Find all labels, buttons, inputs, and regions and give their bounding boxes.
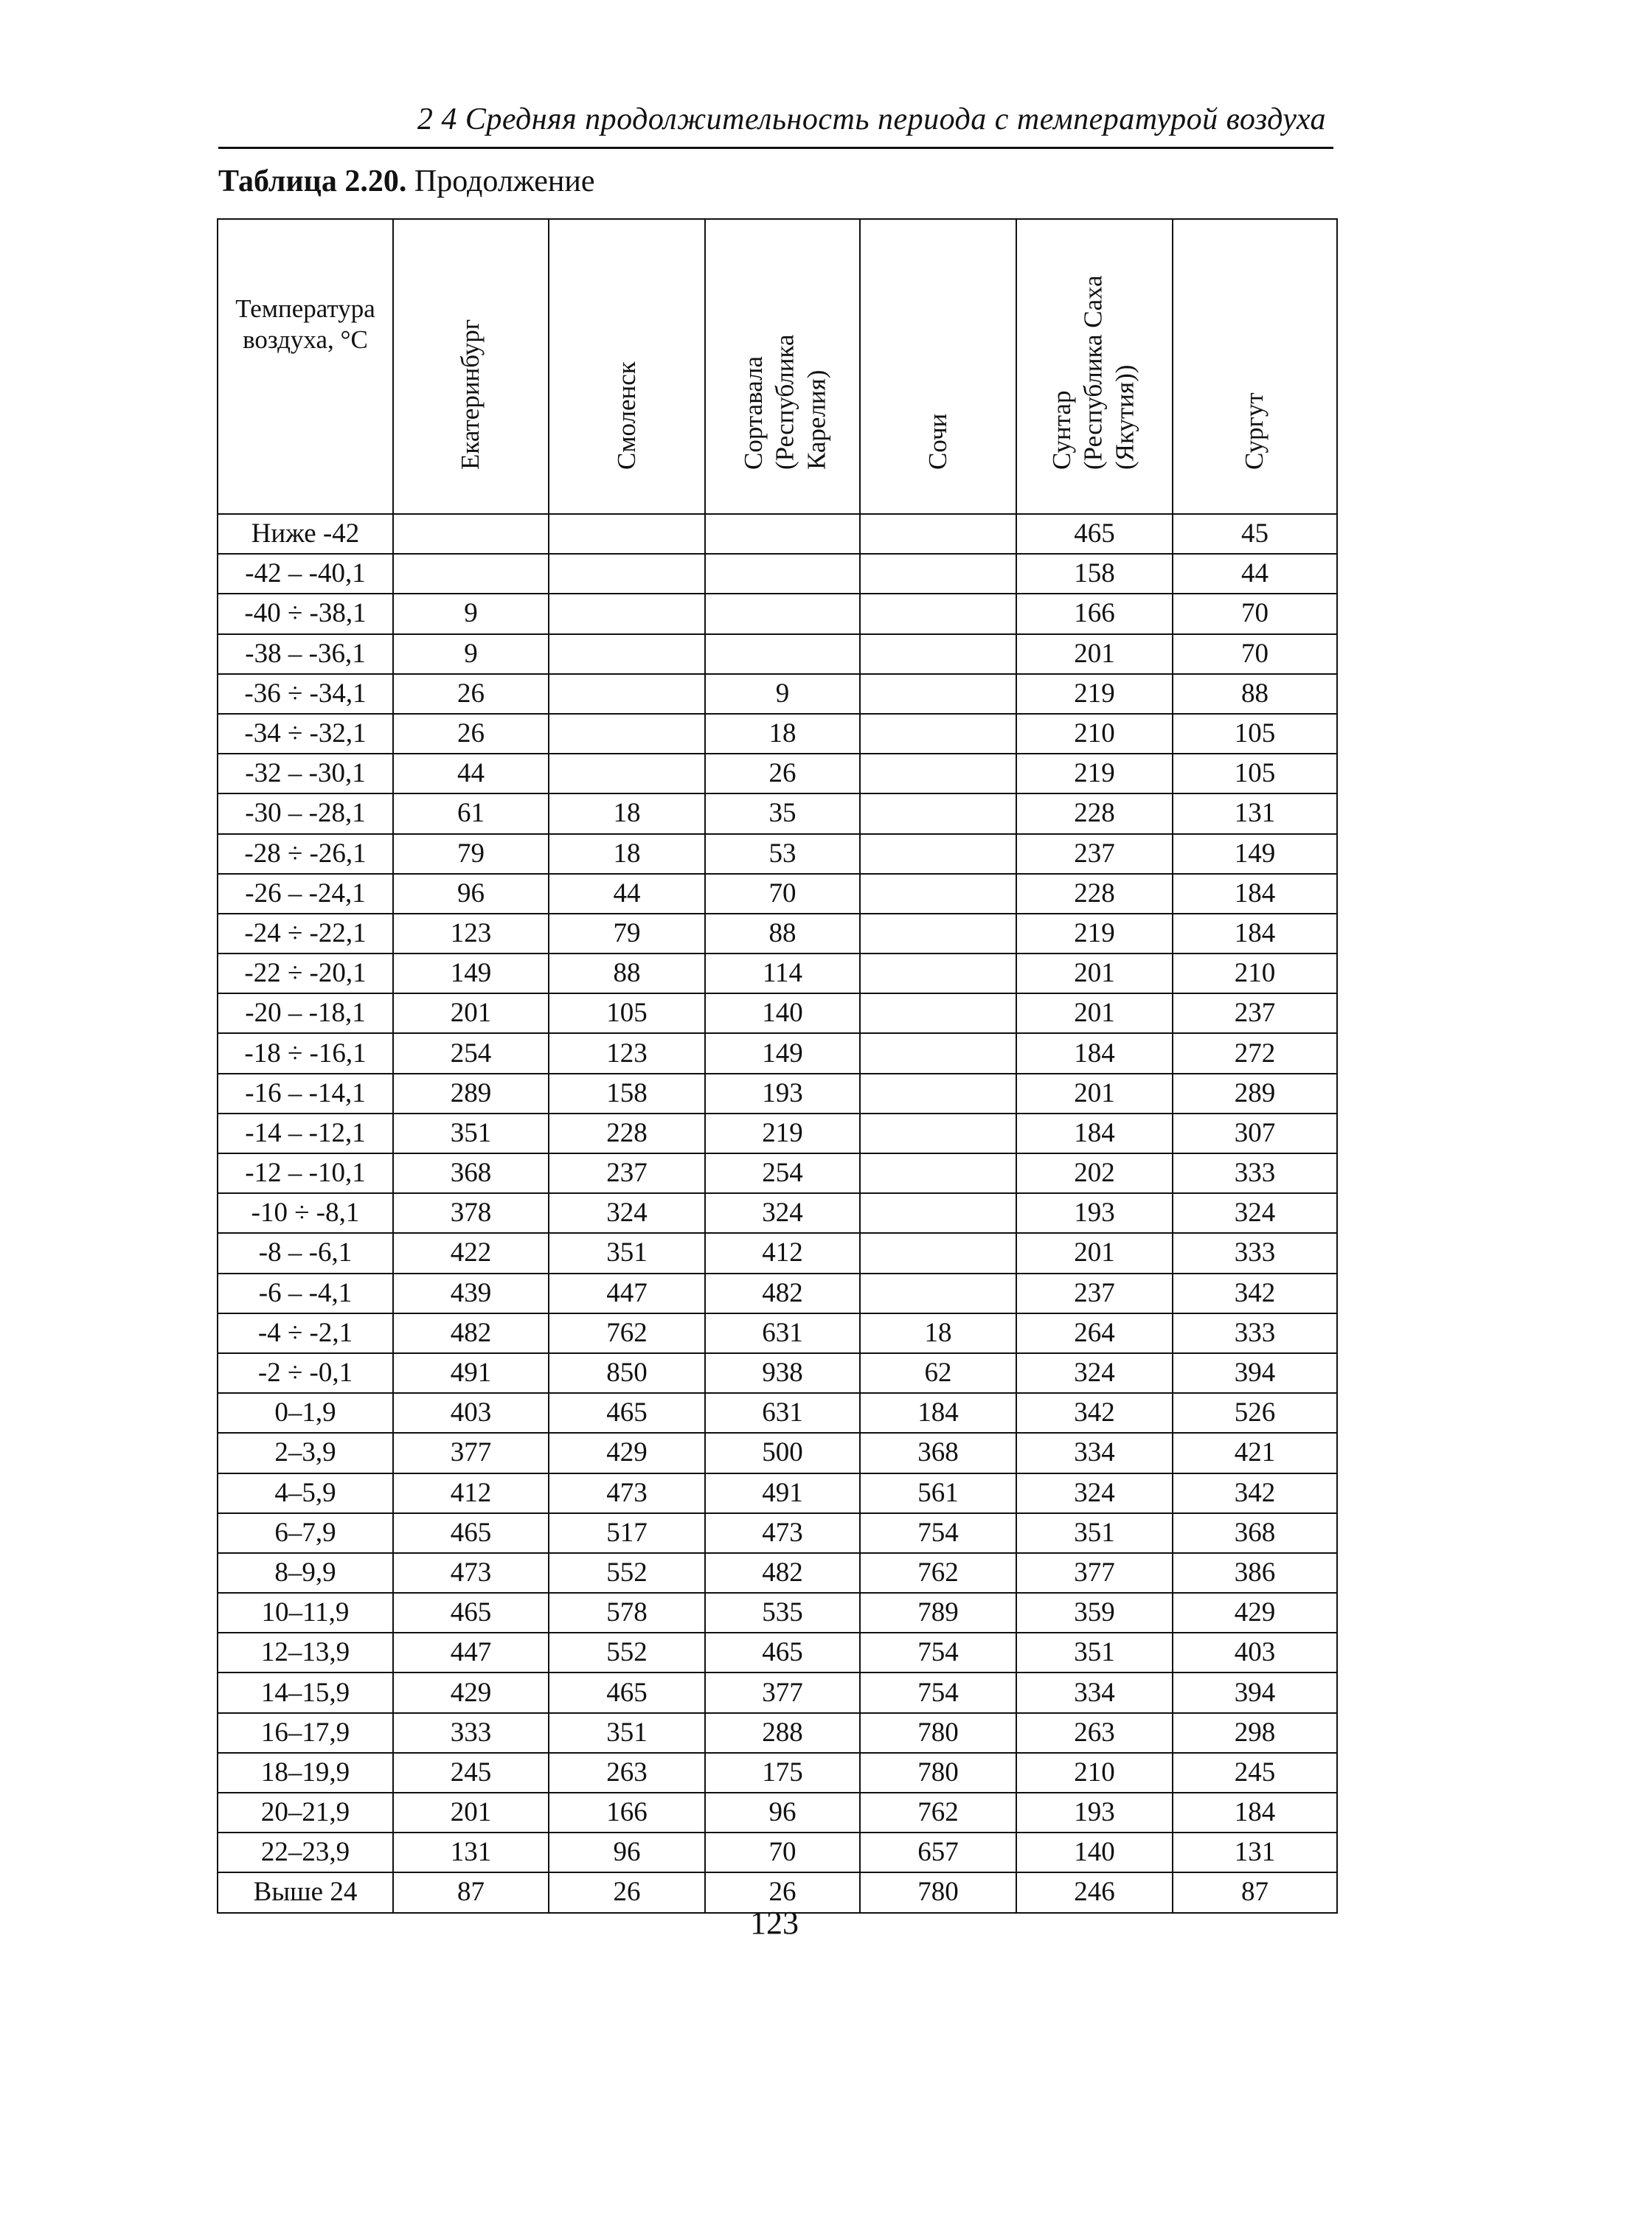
table-cell [860,1074,1016,1114]
table-cell: 412 [705,1233,860,1273]
table-cell: 79 [393,834,549,874]
table-cell: 429 [1173,1593,1337,1633]
table-cell: 201 [1016,1074,1173,1114]
table-row [218,634,1337,674]
table-cell: 780 [860,1713,1016,1753]
table-cell: 368 [1173,1513,1337,1553]
table-cell: 149 [705,1033,860,1073]
table-cell: 44 [1173,554,1337,594]
table-cell: 780 [860,1872,1016,1912]
table-cell: 351 [549,1713,705,1753]
table-cell [860,554,1016,594]
table-cell: 193 [705,1074,860,1114]
table-row [218,1513,1337,1553]
table-cell: 473 [549,1473,705,1513]
table-cell: 324 [1173,1193,1337,1233]
table-row [218,1074,1337,1114]
table-cell: 762 [860,1553,1016,1593]
table-cell [860,594,1016,633]
table-cell: 9 [705,674,860,714]
table-row [218,714,1337,754]
table-cell: 61 [393,793,549,833]
table-cell: 324 [705,1193,860,1233]
table-cell [860,834,1016,874]
table-row [218,1633,1337,1672]
temperature-range-cell: -26 – -24,1 [218,874,393,914]
temperature-range-cell: -16 – -14,1 [218,1074,393,1114]
table-cell: 201 [1016,993,1173,1033]
temperature-range-cell: -10 ÷ -8,1 [218,1193,393,1233]
table-cell: 79 [549,914,705,954]
table-cell: 578 [549,1593,705,1633]
table-cell: 88 [705,914,860,954]
table-cell [860,874,1016,914]
column-header-temperature: Температура воздуха, °С [218,219,393,514]
table-cell [705,514,860,554]
temperature-range-cell: -24 ÷ -22,1 [218,914,393,954]
table-cell: 201 [393,1793,549,1833]
table-cell [705,634,860,674]
table-cell: 754 [860,1633,1016,1672]
table-cell: 324 [1016,1473,1173,1513]
table-row [218,993,1337,1033]
table-cell [860,1274,1016,1313]
table-cell: 96 [393,874,549,914]
temperature-range-cell: 20–21,9 [218,1793,393,1833]
table-cell: 149 [393,954,549,993]
table-cell: 219 [705,1114,860,1153]
table-cell: 377 [393,1433,549,1473]
table-row [218,1193,1337,1233]
table-cell: 184 [1173,1793,1337,1833]
table-cell [705,554,860,594]
table-cell: 264 [1016,1313,1173,1353]
table-cell: 465 [393,1593,549,1633]
table-row [218,1593,1337,1633]
table-cell: 333 [1173,1153,1337,1193]
table-cell: 70 [705,874,860,914]
table-cell: 254 [705,1153,860,1193]
temperature-range-cell: -32 – -30,1 [218,754,393,793]
table-cell: 429 [549,1433,705,1473]
temperature-range-cell: 22–23,9 [218,1833,393,1872]
column-header-ekaterinburg: Екатеринбург [393,219,549,514]
table-cell [860,714,1016,754]
table-cell: 412 [393,1473,549,1513]
table-cell: 491 [393,1353,549,1393]
table-cell: 158 [549,1074,705,1114]
table-cell: 201 [1016,634,1173,674]
table-cell: 210 [1016,714,1173,754]
temperature-range-cell: 12–13,9 [218,1633,393,1672]
temperature-range-cell: -40 ÷ -38,1 [218,594,393,633]
table-cell: 87 [1173,1872,1337,1912]
table-cell: 429 [393,1672,549,1712]
table-cell: 228 [1016,874,1173,914]
table-cell: 324 [549,1193,705,1233]
table-cell: 26 [549,1872,705,1912]
column-header-sochi: Сочи [860,219,1016,514]
table-cell: 237 [1016,834,1173,874]
table-row [218,1114,1337,1153]
table-cell [860,1193,1016,1233]
table-cell: 131 [1173,1833,1337,1872]
temperature-range-cell: -28 ÷ -26,1 [218,834,393,874]
table-row [218,1353,1337,1393]
table-cell: 18 [549,834,705,874]
column-header-smolensk: Смоленск [549,219,705,514]
table-cell: 87 [393,1872,549,1912]
table-cell: 245 [1173,1753,1337,1793]
table-cell: 26 [393,674,549,714]
temperature-range-cell: 8–9,9 [218,1553,393,1593]
table-caption-text: Продолжение [406,164,595,198]
table-cell: 850 [549,1353,705,1393]
table-row [218,874,1337,914]
table-cell: 246 [1016,1872,1173,1912]
table-cell: 219 [1016,914,1173,954]
table-cell: 70 [1173,594,1337,633]
table-cell: 351 [1016,1513,1173,1553]
temperature-range-cell: 16–17,9 [218,1713,393,1753]
table-cell: 561 [860,1473,1016,1513]
table-cell [393,514,549,554]
table-cell: 237 [549,1153,705,1193]
table-cell: 394 [1173,1672,1337,1712]
table-cell: 351 [549,1233,705,1273]
table-cell: 193 [1016,1193,1173,1233]
temperature-range-cell: 14–15,9 [218,1672,393,1712]
table-row [218,594,1337,633]
table-row [218,1033,1337,1073]
table-cell: 105 [1173,714,1337,754]
table-cell [860,914,1016,954]
table-cell: 465 [705,1633,860,1672]
table-cell: 140 [705,993,860,1033]
table-cell: 631 [705,1393,860,1433]
temperature-range-cell: -30 – -28,1 [218,793,393,833]
table-cell: 18 [705,714,860,754]
table-row [218,1313,1337,1353]
running-head: 2 4 Средняя продолжительность периода с температурой воздуха [417,103,1326,136]
temperature-range-cell: 4–5,9 [218,1473,393,1513]
table-cell: 377 [705,1672,860,1712]
table-cell: 403 [1173,1633,1337,1672]
table-cell: 272 [1173,1033,1337,1073]
table-cell: 201 [393,993,549,1033]
table-cell: 762 [860,1793,1016,1833]
table-cell: 762 [549,1313,705,1353]
column-header-surgut: Сургут [1173,219,1337,514]
temperature-range-cell: -34 ÷ -32,1 [218,714,393,754]
temperature-range-cell: -14 – -12,1 [218,1114,393,1153]
temperature-range-cell: -4 ÷ -2,1 [218,1313,393,1353]
table-cell [549,634,705,674]
table-cell: 333 [1173,1313,1337,1353]
table-cell: 237 [1173,993,1337,1033]
temperature-range-cell: -18 ÷ -16,1 [218,1033,393,1073]
table-cell: 9 [393,634,549,674]
table-cell: 447 [393,1633,549,1672]
table-cell: 158 [1016,554,1173,594]
table-cell: 53 [705,834,860,874]
table-cell: 184 [1173,914,1337,954]
column-header-suntar: Сунтар (Республика Саха (Якутия)) [1016,219,1173,514]
table-cell: 263 [1016,1713,1173,1753]
table-row [218,754,1337,793]
table-row [218,1393,1337,1433]
table-cell [549,514,705,554]
table-cell: 88 [549,954,705,993]
table-cell: 359 [1016,1593,1173,1633]
table-cell [860,1153,1016,1193]
temperature-range-cell: -20 – -18,1 [218,993,393,1033]
table-cell: 166 [1016,594,1173,633]
table-cell: 403 [393,1393,549,1433]
temperature-range-cell: -2 ÷ -0,1 [218,1353,393,1393]
temperature-range-cell: -8 – -6,1 [218,1233,393,1273]
temperature-range-cell: 6–7,9 [218,1513,393,1553]
table-cell: 351 [393,1114,549,1153]
table-cell: 439 [393,1274,549,1313]
temperature-range-cell: -38 – -36,1 [218,634,393,674]
table-cell: 333 [1173,1233,1337,1273]
table-cell: 288 [705,1713,860,1753]
table-cell: 131 [1173,793,1337,833]
temperature-range-cell: 18–19,9 [218,1753,393,1793]
table-cell: 202 [1016,1153,1173,1193]
table-cell: 26 [393,714,549,754]
table-cell: 96 [705,1793,860,1833]
table-cell: 184 [1016,1033,1173,1073]
table-cell: 184 [1173,874,1337,914]
table-cell: 368 [393,1153,549,1193]
table-cell [549,674,705,714]
table-cell: 184 [1016,1114,1173,1153]
temperature-range-cell: -42 – -40,1 [218,554,393,594]
table-cell: 465 [1016,514,1173,554]
table-cell: 482 [705,1553,860,1593]
table-cell: 96 [549,1833,705,1872]
table-cell: 298 [1173,1713,1337,1753]
table-cell: 526 [1173,1393,1337,1433]
table-cell [860,1114,1016,1153]
table-cell: 482 [705,1274,860,1313]
table-cell: 465 [393,1513,549,1553]
table-cell: 500 [705,1433,860,1473]
table-cell: 789 [860,1593,1016,1633]
table-cell: 166 [549,1793,705,1833]
table-cell: 422 [393,1233,549,1273]
table-cell [705,594,860,633]
table-row [218,834,1337,874]
table-cell: 123 [393,914,549,954]
table-cell: 754 [860,1513,1016,1553]
temperature-range-cell: -22 ÷ -20,1 [218,954,393,993]
table-cell: 465 [549,1393,705,1433]
table-cell: 394 [1173,1353,1337,1393]
temperature-range-cell: Выше 24 [218,1872,393,1912]
table-row [218,914,1337,954]
table-cell [393,554,549,594]
table-cell: 9 [393,594,549,633]
table-row [218,554,1337,594]
table-caption [218,164,595,199]
table-cell: 342 [1173,1473,1337,1513]
temperature-range-cell: -36 ÷ -34,1 [218,674,393,714]
table-cell: 26 [705,1872,860,1912]
table-cell [549,714,705,754]
table-cell: 482 [393,1313,549,1353]
table-cell: 70 [705,1833,860,1872]
table-cell: 780 [860,1753,1016,1793]
table-cell: 114 [705,954,860,993]
table-cell: 324 [1016,1353,1173,1393]
table-row [218,514,1337,554]
table-cell: 35 [705,793,860,833]
table-cell [860,1033,1016,1073]
table-cell: 289 [393,1074,549,1114]
temperature-duration-table [217,218,1338,1914]
table-cell: 631 [705,1313,860,1353]
table-body [218,514,1337,1913]
table-cell: 210 [1173,954,1337,993]
table-cell [549,754,705,793]
temperature-range-cell: 10–11,9 [218,1593,393,1633]
table-cell: 210 [1016,1753,1173,1793]
table-cell [860,1233,1016,1273]
table-cell: 378 [393,1193,549,1233]
column-header-sortavala: Сортавала (Республика Карелия) [705,219,860,514]
table-cell: 70 [1173,634,1337,674]
table-row [218,954,1337,993]
table-cell: 333 [393,1713,549,1753]
table-cell: 44 [549,874,705,914]
table-cell: 228 [1016,793,1173,833]
table-cell [860,514,1016,554]
temperature-range-cell: Ниже -42 [218,514,393,554]
table-cell: 140 [1016,1833,1173,1872]
table-cell: 754 [860,1672,1016,1712]
page-number: 123 [750,1905,799,1941]
table-row [218,1433,1337,1473]
table-cell: 465 [549,1672,705,1712]
table-cell: 228 [549,1114,705,1153]
temperature-range-cell: -6 – -4,1 [218,1274,393,1313]
table-row [218,1793,1337,1833]
temperature-range-cell: 2–3,9 [218,1433,393,1473]
table-cell: 938 [705,1353,860,1393]
table-cell: 254 [393,1033,549,1073]
temperature-range-cell: 0–1,9 [218,1393,393,1433]
table-cell: 473 [393,1553,549,1593]
table-row [218,1473,1337,1513]
table-cell: 334 [1016,1433,1173,1473]
table-cell: 368 [860,1433,1016,1473]
table-row [218,1153,1337,1193]
table-cell: 201 [1016,1233,1173,1273]
table-cell: 123 [549,1033,705,1073]
table-row [218,1833,1337,1872]
table-cell: 18 [860,1313,1016,1353]
table-cell: 184 [860,1393,1016,1433]
table-cell: 535 [705,1593,860,1633]
table-cell [549,594,705,633]
table-header-row [218,219,1337,514]
table-cell: 105 [549,993,705,1033]
table-cell: 193 [1016,1793,1173,1833]
table-cell: 44 [393,754,549,793]
table-row [218,1713,1337,1753]
table-cell: 105 [1173,754,1337,793]
table-row [218,1672,1337,1712]
table-cell: 342 [1173,1274,1337,1313]
table-cell: 386 [1173,1553,1337,1593]
table-cell: 237 [1016,1274,1173,1313]
table-cell: 421 [1173,1433,1337,1473]
table-cell: 517 [549,1513,705,1553]
table-cell: 26 [705,754,860,793]
table-row [218,793,1337,833]
header-rule [218,147,1333,149]
temperature-range-cell: -12 – -10,1 [218,1153,393,1193]
table-cell: 552 [549,1633,705,1672]
table-cell: 552 [549,1553,705,1593]
table-cell: 149 [1173,834,1337,874]
table-cell: 131 [393,1833,549,1872]
table-row [218,1753,1337,1793]
table-row [218,1274,1337,1313]
table-cell [860,674,1016,714]
table-cell: 219 [1016,754,1173,793]
table-cell: 18 [549,793,705,833]
table-row [218,674,1337,714]
table-cell: 175 [705,1753,860,1793]
table-row [218,1233,1337,1273]
table-cell: 473 [705,1513,860,1553]
table-cell: 377 [1016,1553,1173,1593]
table-cell [860,993,1016,1033]
table-cell: 342 [1016,1393,1173,1433]
table-cell: 219 [1016,674,1173,714]
table-cell: 657 [860,1833,1016,1872]
table-row [218,1553,1337,1593]
table-cell: 447 [549,1274,705,1313]
table-cell: 88 [1173,674,1337,714]
table-cell: 307 [1173,1114,1337,1153]
table-cell: 245 [393,1753,549,1793]
table-cell [549,554,705,594]
table-cell: 289 [1173,1074,1337,1114]
table-cell: 263 [549,1753,705,1793]
table-cell: 45 [1173,514,1337,554]
table-caption-label: Таблица 2.20. [218,164,407,198]
table-cell: 62 [860,1353,1016,1393]
table-cell: 334 [1016,1672,1173,1712]
table-cell [860,754,1016,793]
table-cell: 201 [1016,954,1173,993]
table-cell [860,634,1016,674]
table-cell [860,954,1016,993]
table-cell: 491 [705,1473,860,1513]
table-cell [860,793,1016,833]
table-cell: 351 [1016,1633,1173,1672]
